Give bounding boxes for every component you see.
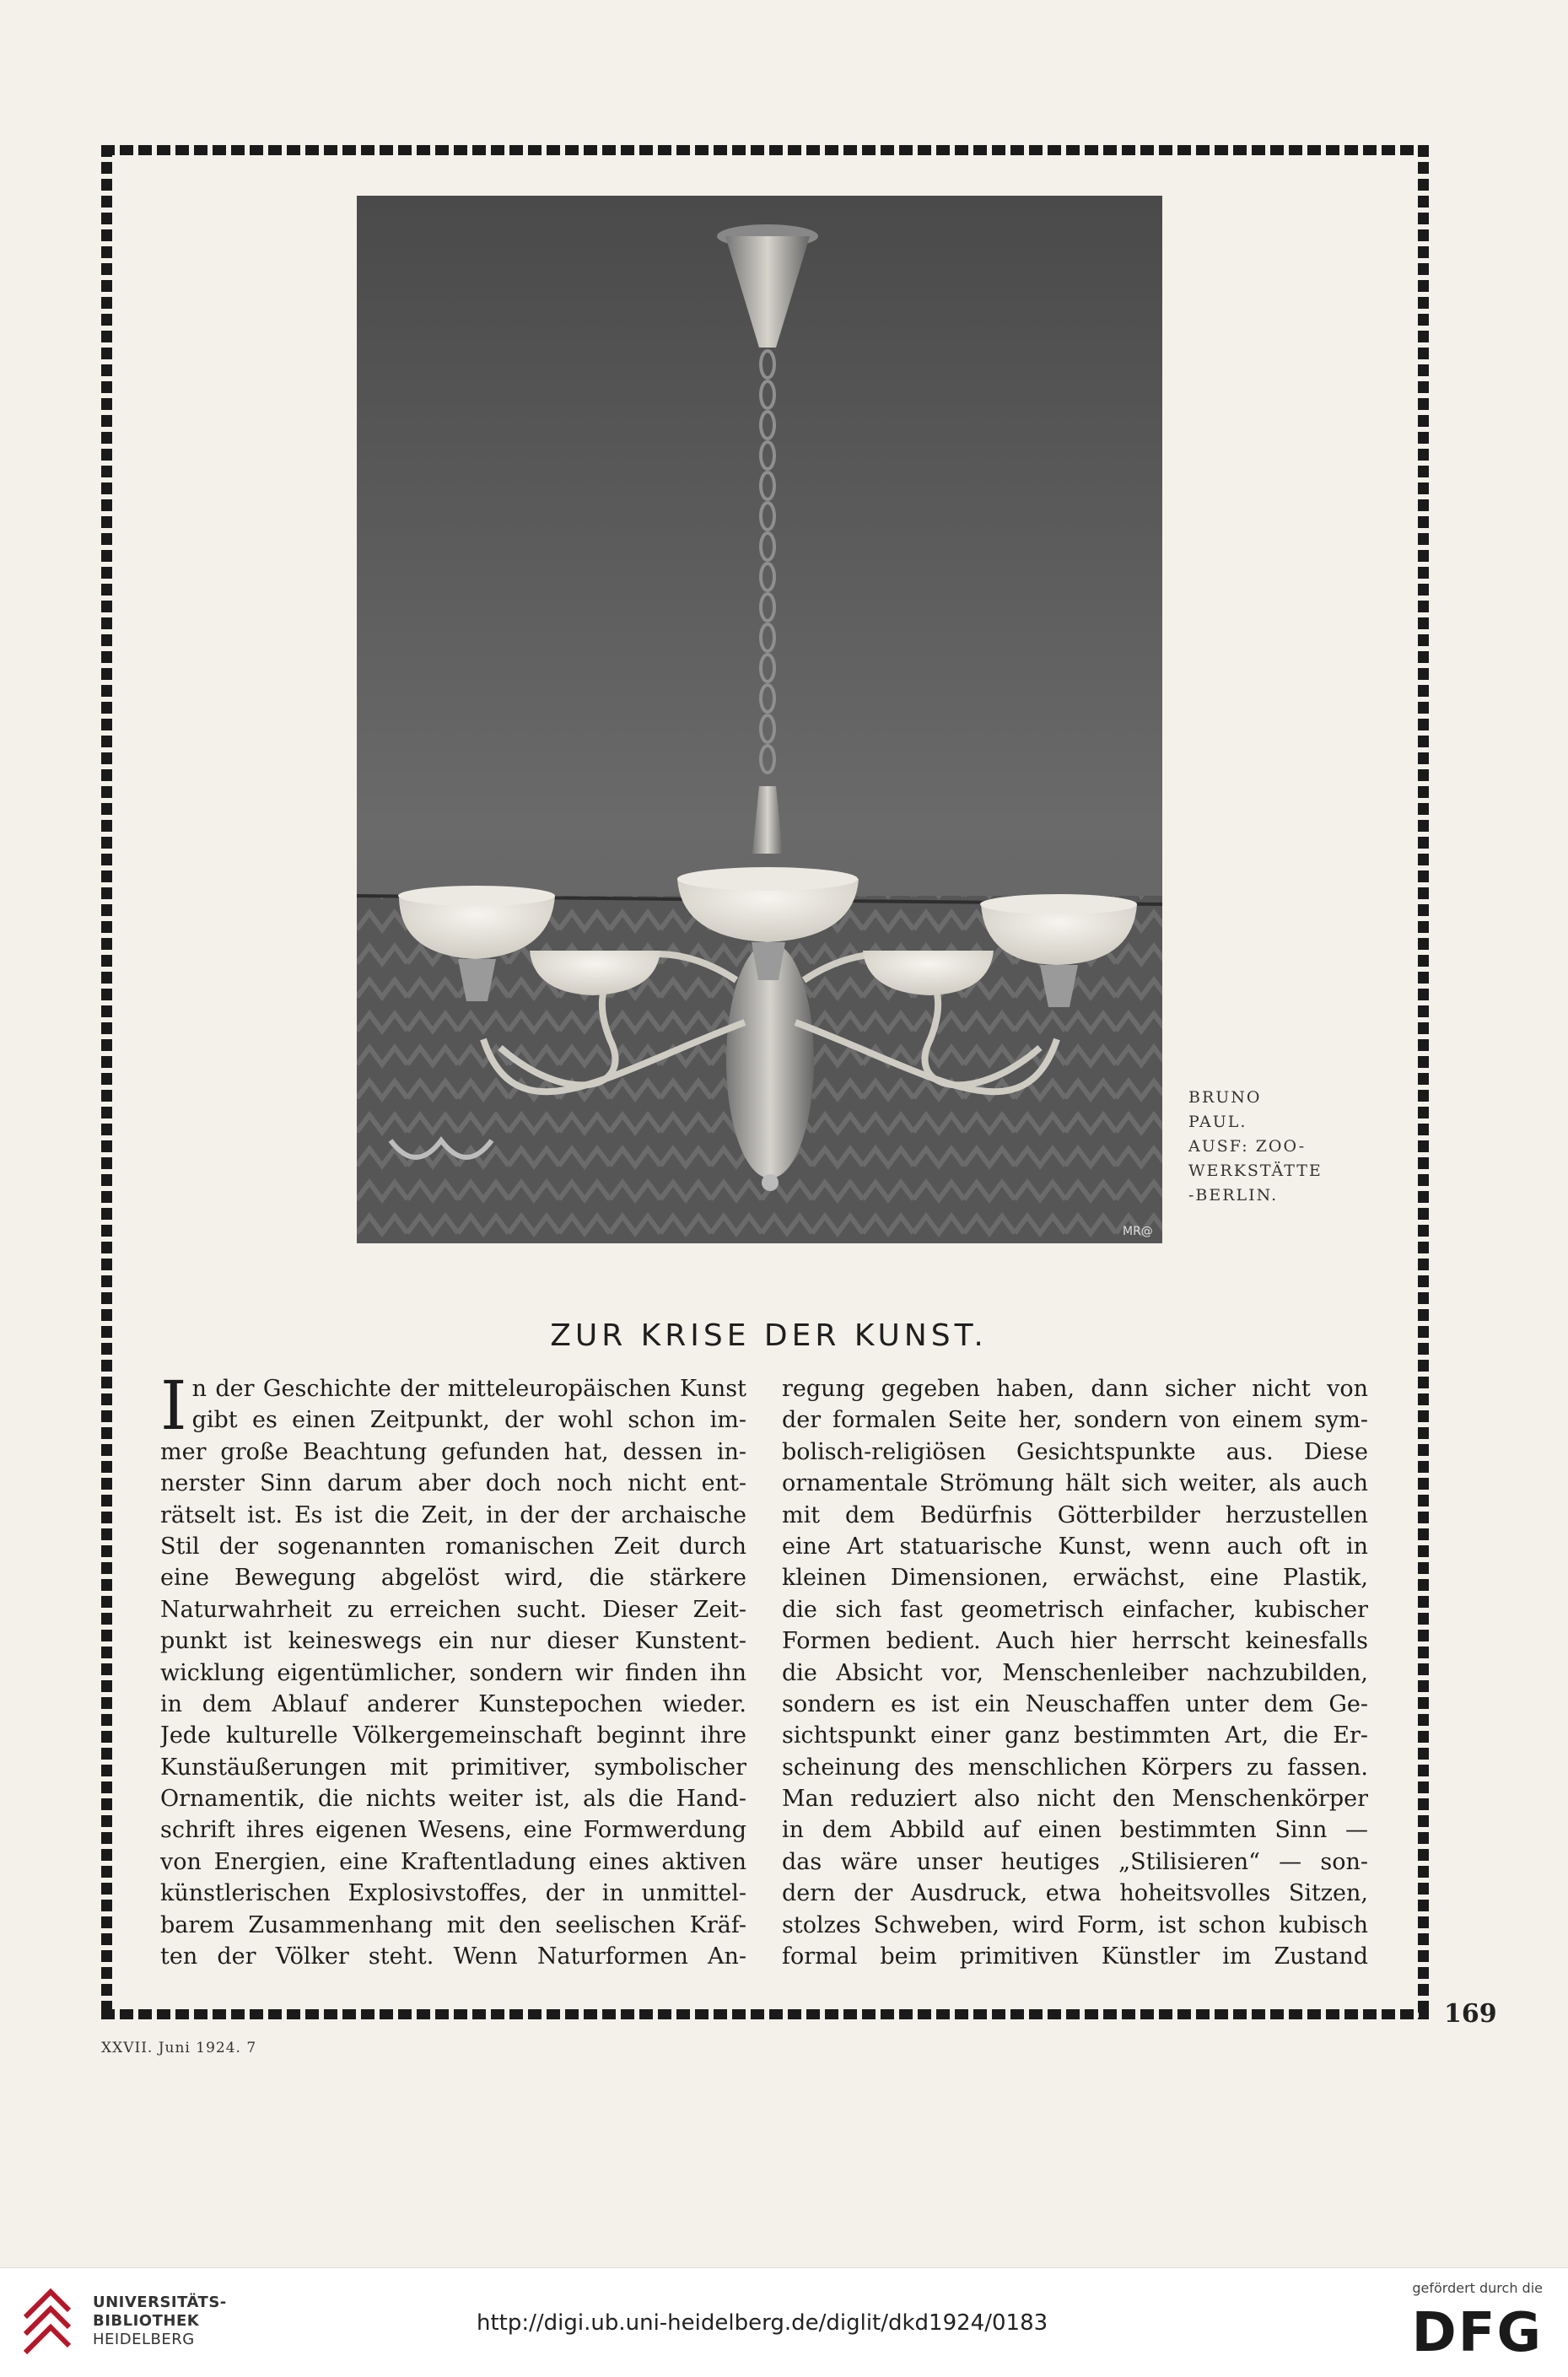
- caption-line: -BERLIN.: [1188, 1186, 1279, 1205]
- library-name: [93, 2293, 227, 2349]
- text-line: schrift ihres eigenen Wesens, eine Formwerdung: [160, 1817, 746, 1844]
- text-line: punkt ist keineswegs ein nur dieser Kunstent-: [160, 1628, 746, 1655]
- text-line: das wäre unser heutiges „Stilisieren“ — son-: [782, 1848, 1368, 1875]
- text-line: von Energien, eine Kraftentladung eines aktiven: [160, 1848, 746, 1875]
- library-name-line: BIBLIOTHEK: [93, 2312, 200, 2330]
- drop-cap: I: [160, 1366, 187, 1445]
- left-border-ornament: [101, 145, 112, 2019]
- text-line: stolzes Schweben, wird Form, ist schon kubisch: [782, 1911, 1368, 1938]
- text-line: sichtspunkt einer ganz bestimmten Art, die Er-: [782, 1722, 1368, 1749]
- article-title: ZUR KRISE DER KUNST.: [550, 1318, 988, 1353]
- library-name-line: HEIDELBERG: [93, 2331, 195, 2348]
- text-line: mer große Beachtung gefunden hat, dessen in-: [160, 1438, 746, 1465]
- top-border-ornament: [101, 145, 1429, 155]
- text-line: Jede kulturelle Völkergemeinschaft beginnt ihre: [160, 1722, 746, 1749]
- text-column-right: [782, 1373, 1368, 1972]
- caption-line: BRUNO: [1188, 1088, 1262, 1107]
- text-line: Formen bedient. Auch hier herrscht keinesfalls: [782, 1628, 1368, 1655]
- text-line: ornamentale Strömung hält sich weiter, als auch: [782, 1470, 1368, 1497]
- chandelier-photo: [357, 196, 1162, 1243]
- caption-line: AUSF: ZOO-: [1188, 1137, 1307, 1156]
- text-line: n der Geschichte der mitteleuropäischen Kunst: [191, 1376, 746, 1402]
- text-line: wicklung eigentümlicher, sondern wir finden ihn: [160, 1659, 746, 1686]
- viewer-footer: [0, 2267, 1568, 2377]
- text-line: künstlerischen Explosivstoffes, der in unmittel-: [160, 1880, 746, 1907]
- bottom-border-ornament: [101, 2009, 1429, 2019]
- permalink-url[interactable]: http://digi.ub.uni-heidelberg.de/diglit/dkd1924/0183: [477, 2310, 1048, 2336]
- issue-line: XXVII. Juni 1924. 7: [101, 2040, 257, 2056]
- library-name-line: UNIVERSITÄTS-: [93, 2293, 227, 2311]
- text-line: dern der Ausdruck, etwa hoheitsvolles Sitzen,: [782, 1880, 1368, 1907]
- text-line: Naturwahrheit zu erreichen sucht. Dieser Zeit-: [160, 1596, 746, 1623]
- text-line: die Absicht vor, Menschenleiber nachzubilden,: [782, 1659, 1368, 1686]
- text-line: in dem Abbild auf einen bestimmten Sinn —: [782, 1817, 1368, 1844]
- ub-heidelberg-logo-icon: [17, 2283, 78, 2361]
- text-line: eine Art statuarische Kunst, wenn auch oft in: [782, 1533, 1368, 1560]
- text-line: rätselt ist. Es ist die Zeit, in der der archaische: [160, 1501, 746, 1528]
- text-line: die sich fast geometrisch einfacher, kubischer: [782, 1596, 1368, 1623]
- text-line: gibt es einen Zeitpunkt, der wohl schon im-: [191, 1407, 746, 1434]
- text-line: Ornamentik, die nichts weiter ist, als die Hand-: [160, 1786, 746, 1813]
- text-line: regung gegeben haben, dann sicher nicht von: [782, 1376, 1368, 1402]
- text-column-left: [160, 1366, 746, 1972]
- photo-caption: [1188, 1086, 1340, 1208]
- text-line: Stil der sogenannten romanischen Zeit durch: [160, 1533, 746, 1560]
- text-line: kleinen Dimensionen, erwächst, eine Plastik,: [782, 1565, 1368, 1592]
- text-line: eine Bewegung abgelöst wird, die stärkere: [160, 1565, 746, 1592]
- text-line: scheinung des menschlichen Körpers zu fassen.: [782, 1754, 1368, 1781]
- text-line: sondern es ist ein Neuschaffen unter dem Ge-: [782, 1690, 1368, 1717]
- text-line: mit dem Bedürfnis Götterbilder herzustellen: [782, 1501, 1368, 1528]
- text-line: barem Zusammenhang mit den seelischen Kräf-: [160, 1911, 746, 1938]
- text-line: nerster Sinn darum aber doch noch nicht ent-: [160, 1470, 746, 1497]
- text-line: in dem Ablauf anderer Kunstepochen wieder.: [160, 1690, 746, 1717]
- text-line: der formalen Seite her, sondern von einem sym-: [782, 1407, 1368, 1434]
- text-line: bolisch-religiösen Gesichtspunkte aus. Diese: [782, 1438, 1368, 1465]
- text-line: ten der Völker steht. Wenn Naturformen An-: [160, 1943, 746, 1970]
- caption-line: PAUL.: [1188, 1113, 1247, 1131]
- page-number: 169: [1444, 1999, 1497, 2029]
- text-line: Kunstäußerungen mit primitiver, symbolischer: [160, 1754, 746, 1781]
- text-line: Man reduziert also nicht den Menschenkörper: [782, 1786, 1368, 1813]
- dfg-logo: DFG: [1411, 2302, 1543, 2364]
- photo-monogram: MR@: [1123, 1225, 1153, 1238]
- right-border-ornament: [1418, 145, 1429, 2019]
- text-line: formal beim primitiven Künstler im Zustand: [782, 1943, 1368, 1970]
- funding-note: gefördert durch die: [1412, 2280, 1543, 2296]
- caption-line: WERKSTÄTTE: [1188, 1162, 1323, 1180]
